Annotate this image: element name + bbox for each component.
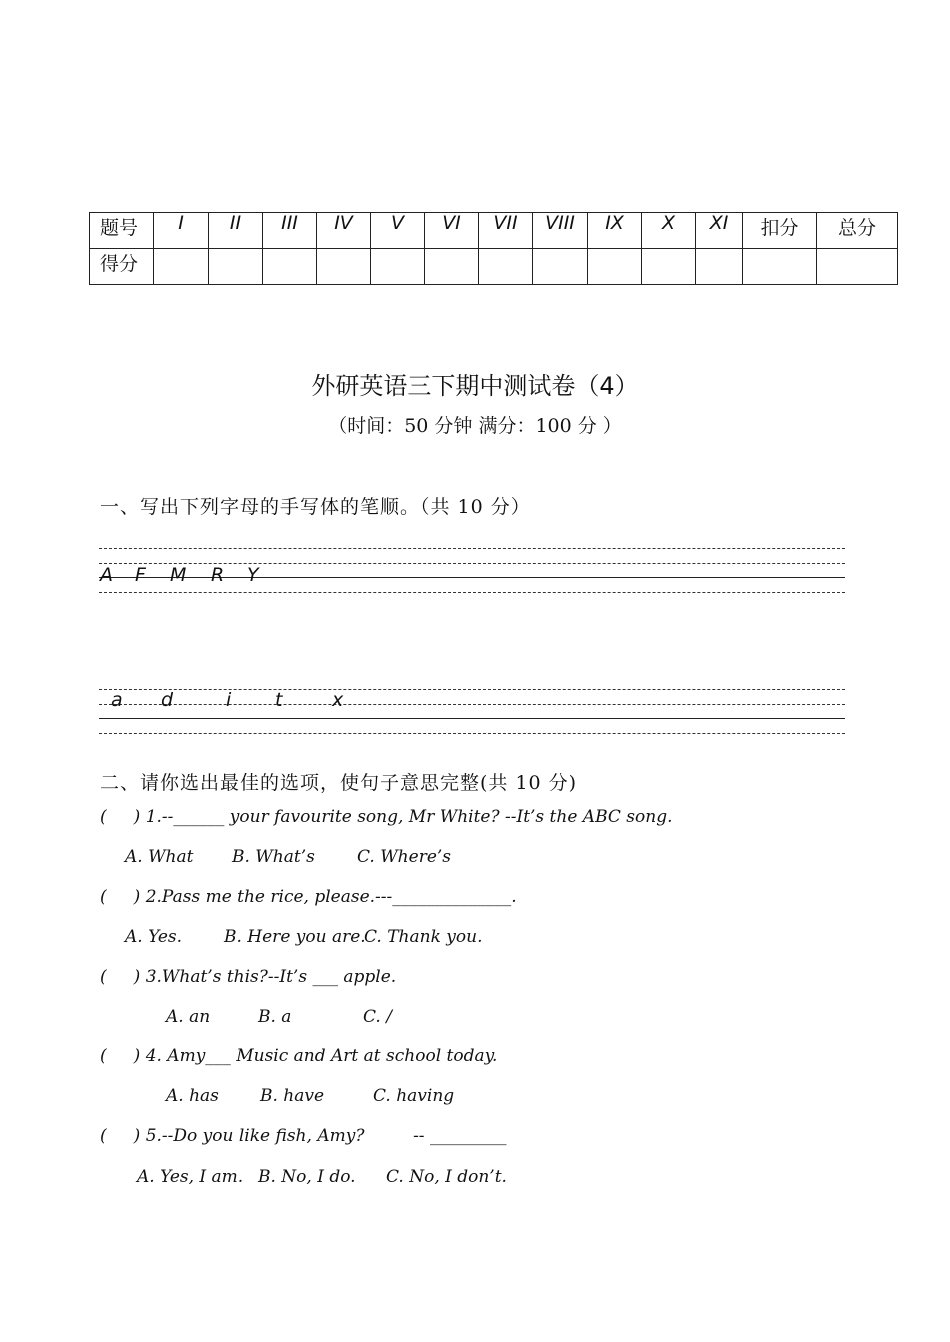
score-cell — [588, 249, 642, 285]
question-4-option-b: B. have — [260, 1086, 325, 1106]
question-5-stem: ( ) 5.--Do you like fish, Amy? -- _________ — [100, 1126, 507, 1146]
question-4-option-c: C. having — [373, 1086, 455, 1106]
question-2-option-b: B. Here you are. — [224, 927, 366, 947]
header-cell-roman: VI — [425, 213, 479, 249]
header-cell-roman: X — [642, 213, 696, 249]
guide-line-dashed — [99, 689, 845, 690]
score-cell — [642, 249, 696, 285]
writing-lines-uppercase — [99, 545, 845, 595]
question-1-option-b: B. What’s — [232, 847, 315, 867]
letter-upper: M — [170, 564, 187, 586]
letter-lower: x — [332, 689, 344, 711]
header-cell-roman: IX — [588, 213, 642, 249]
letter-upper: F — [135, 564, 146, 586]
header-cell-roman: IV — [317, 213, 371, 249]
header-cell-roman: I — [154, 213, 209, 249]
score-cell — [209, 249, 263, 285]
score-cell — [263, 249, 317, 285]
guide-line-solid — [99, 718, 845, 719]
letter-lower: d — [161, 689, 174, 711]
score-row-label: 得分 — [90, 249, 154, 285]
page-subtitle: （时间：50 分钟 满分：100 分 ） — [328, 415, 622, 437]
score-cell — [371, 249, 425, 285]
header-cell-roman: III — [263, 213, 317, 249]
section1-heading: 一、写出下列字母的手写体的笔顺。（共 10 分） — [100, 496, 531, 518]
question-2-stem: ( ) 2.Pass me the rice, please.---______________. — [100, 887, 517, 907]
guide-line-dashed — [99, 548, 845, 549]
question-3-stem: ( ) 3.What’s this?--It’s ___ apple. — [100, 967, 397, 987]
score-cell — [743, 249, 817, 285]
question-5-option-c: C. No, I don’t. — [386, 1167, 507, 1187]
question-5-option-b: B. No, I do. — [258, 1167, 356, 1187]
header-cell-roman: V — [371, 213, 425, 249]
header-cell-roman: VII — [479, 213, 533, 249]
writing-lines-lowercase — [99, 686, 845, 736]
question-3-option-b: B. a — [258, 1007, 292, 1027]
section2-heading: 二、请你选出最佳的选项，使句子意思完整(共 10 分) — [100, 772, 578, 794]
header-cell-deduction: 扣分 — [743, 213, 817, 249]
question-5-option-a: A. Yes, I am. — [137, 1167, 244, 1187]
page-title: 外研英语三下期中测试卷（4） — [311, 372, 639, 400]
score-cell — [425, 249, 479, 285]
question-1-stem: ( ) 1.--______ your favourite song, Mr White? --It’s the ABC song. — [100, 807, 673, 827]
header-cell-roman: VIII — [533, 213, 588, 249]
question-1-option-c: C. Where’s — [357, 847, 452, 867]
header-cell-total: 总分 — [817, 213, 898, 249]
guide-line-dashed — [99, 704, 845, 705]
header-cell-roman: XI — [696, 213, 743, 249]
letter-lower: a — [111, 689, 123, 711]
score-cell — [479, 249, 533, 285]
score-cell — [317, 249, 371, 285]
question-4-option-a: A. has — [166, 1086, 219, 1106]
score-cell — [817, 249, 898, 285]
guide-line-dashed — [99, 592, 845, 593]
question-3-option-c: C. / — [363, 1007, 392, 1027]
question-2-option-c: C. Thank you. — [364, 927, 483, 947]
letter-upper: R — [211, 564, 225, 586]
score-cell — [154, 249, 209, 285]
score-table-header-row — [90, 213, 898, 249]
question-2-option-a: A. Yes. — [125, 927, 183, 947]
letter-upper: Y — [247, 564, 259, 586]
score-cell — [533, 249, 588, 285]
letter-upper: A — [100, 564, 113, 586]
guide-line-dashed — [99, 733, 845, 734]
question-1-option-a: A. What — [125, 847, 194, 867]
score-cell — [696, 249, 743, 285]
score-table — [89, 212, 898, 285]
header-cell-roman: II — [209, 213, 263, 249]
header-cell-number: 题号 — [90, 213, 154, 249]
question-4-stem: ( ) 4. Amy___ Music and Art at school today. — [100, 1046, 498, 1066]
score-table-score-row — [90, 249, 898, 285]
question-3-option-a: A. an — [166, 1007, 211, 1027]
letter-lower: i — [226, 689, 232, 711]
letter-lower: t — [275, 689, 283, 711]
